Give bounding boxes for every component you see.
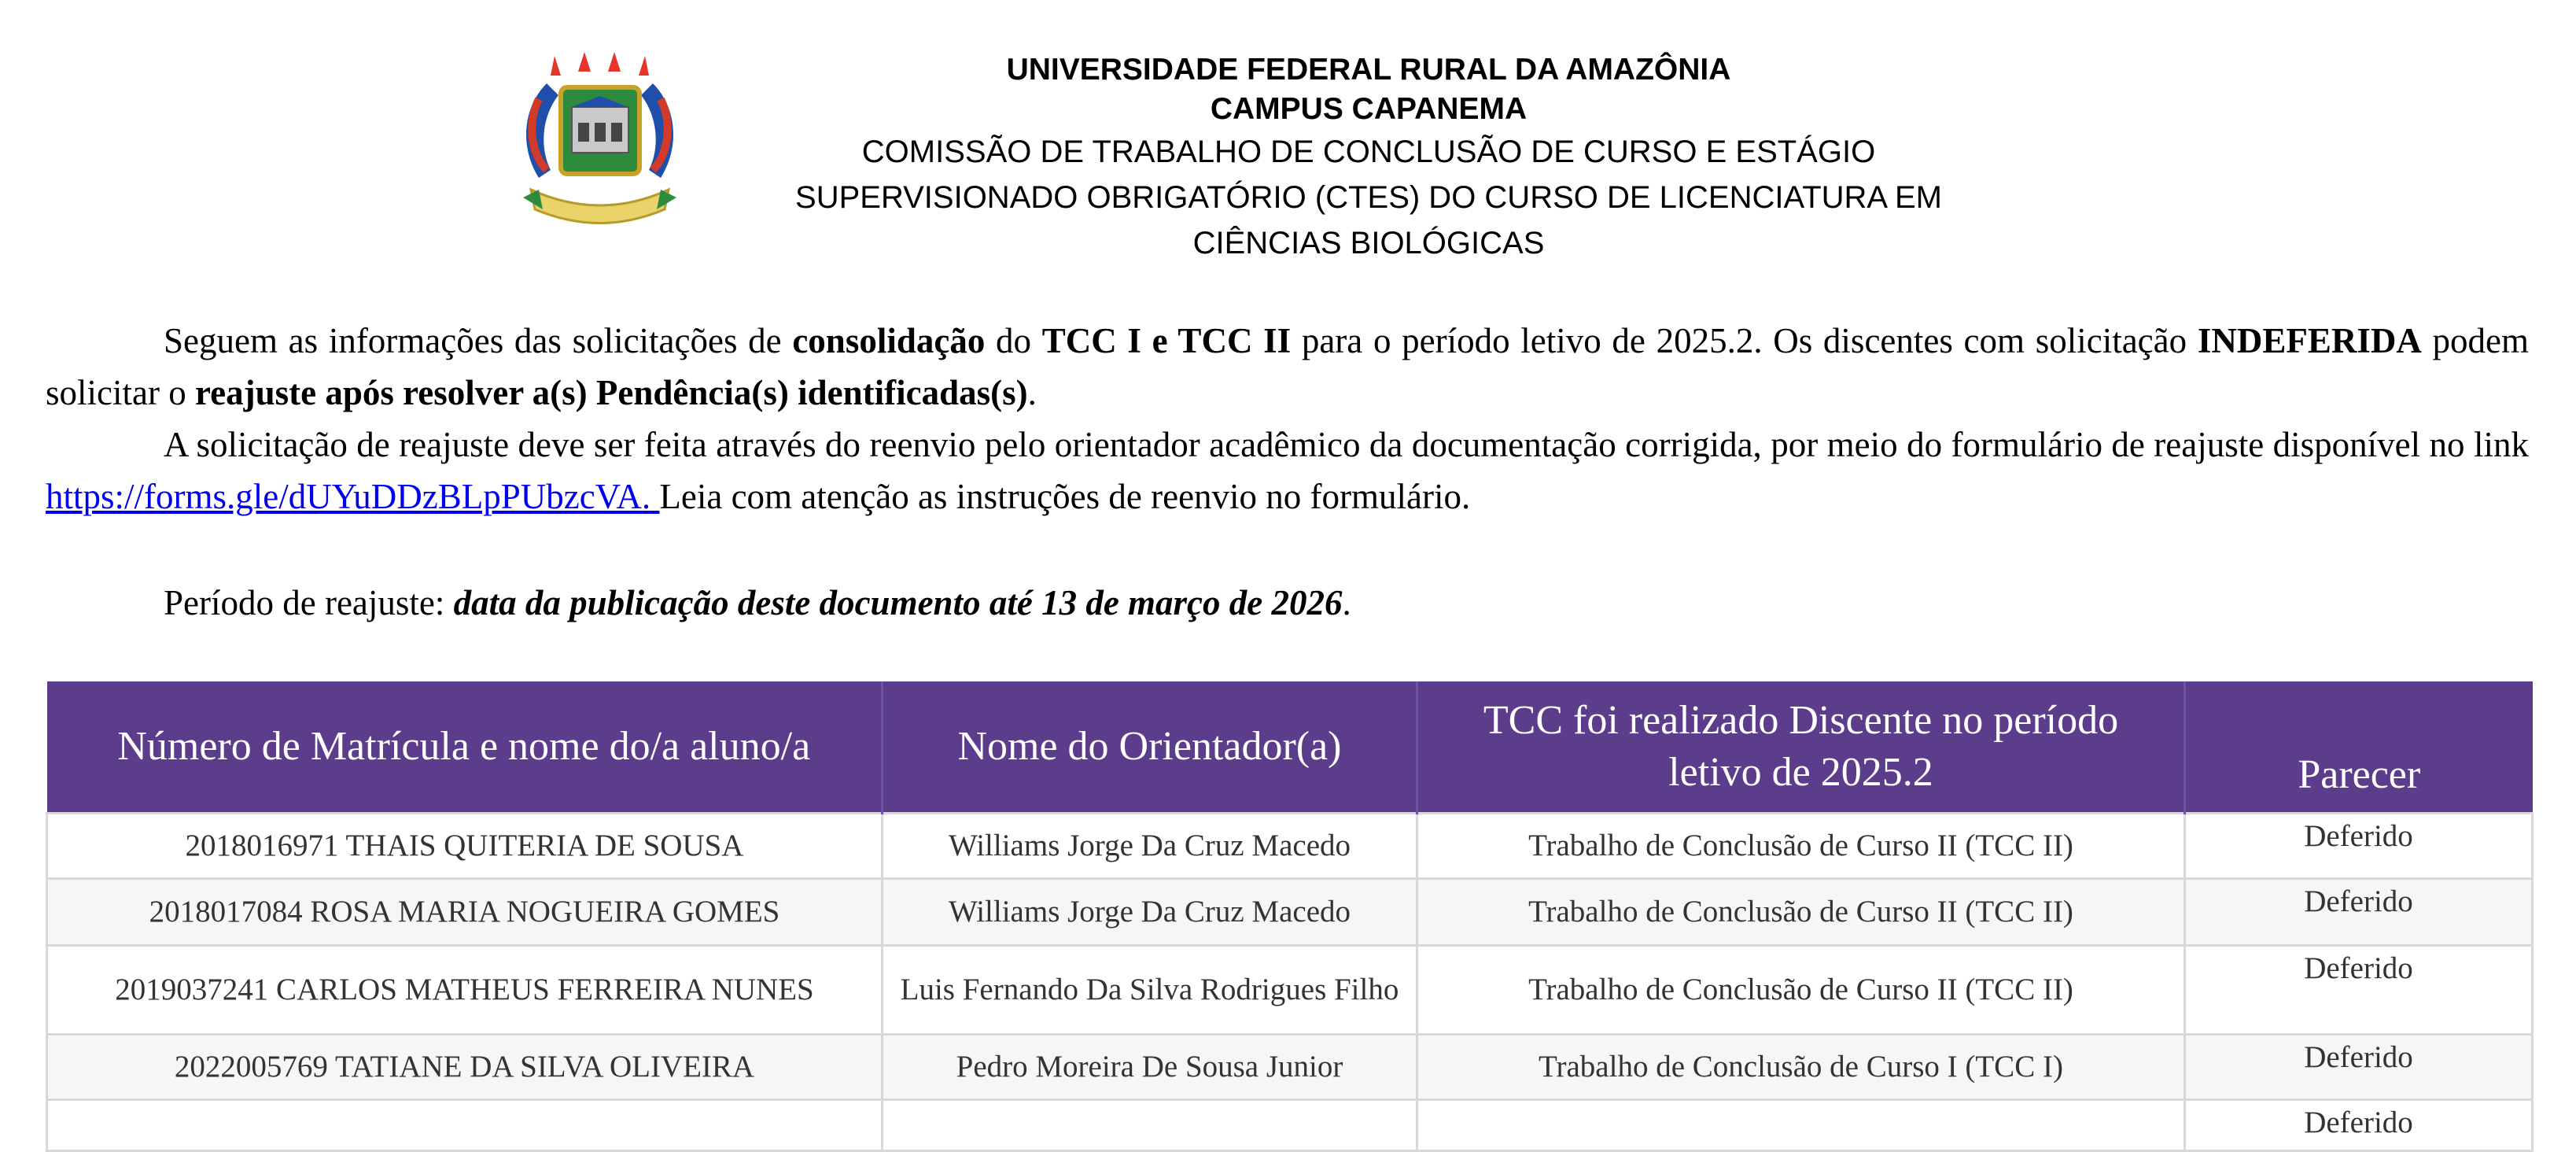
table-row — [47, 1035, 2533, 1100]
cell-tcc — [1417, 1100, 2185, 1151]
p2-text-2: Leia com atenção as instruções de reenvio no formulário. — [659, 477, 1471, 516]
cell-tcc: Trabalho de Conclusão de Curso II (TCC II) — [1417, 814, 2185, 879]
cell-parecer: Deferido — [2185, 1100, 2533, 1151]
results-table-wrapper — [46, 681, 2531, 1152]
header-orientador: Nome do Orientador(a) — [883, 681, 1417, 814]
table-row — [47, 814, 2533, 879]
cell-advisor: Pedro Moreira De Sousa Junior — [883, 1035, 1417, 1100]
header-titles — [692, 50, 2045, 266]
results-table — [46, 681, 2534, 1152]
periodo-paragraph — [46, 577, 2529, 629]
cell-tcc: Trabalho de Conclusão de Curso II (TCC II) — [1417, 946, 2185, 1035]
header-parecer: Parecer — [2185, 681, 2533, 814]
p1-bold-tcc: TCC I e TCC II — [1041, 321, 1292, 360]
header-matricula: Número de Matrícula e nome do/a aluno/a — [47, 681, 883, 814]
table-header-row — [47, 681, 2533, 814]
cell-parecer: Deferido — [2185, 879, 2533, 946]
cell-student: 2019037241 CARLOS MATHEUS FERREIRA NUNES — [47, 946, 883, 1035]
cell-student: 2022005769 TATIANE DA SILVA OLIVEIRA — [47, 1035, 883, 1100]
p1-text-5: . — [1027, 373, 1037, 412]
p1-bold-consolidacao: consolidação — [792, 321, 986, 360]
p1-bold-indeferida: INDEFERIDA — [2197, 321, 2422, 360]
cell-advisor: Luis Fernando Da Silva Rodrigues Filho — [883, 946, 1417, 1035]
header-tcc-periodo: TCC foi realizado Discente no período letivo de 2025.2 — [1417, 681, 2185, 814]
cell-student: 2018016971 THAIS QUITERIA DE SOUSA — [47, 814, 883, 879]
commission-line-3: CIÊNCIAS BIOLÓGICAS — [1192, 226, 1545, 260]
table-row — [47, 1100, 2533, 1151]
intro-paragraph — [46, 315, 2529, 419]
cell-student: 2018017084 ROSA MARIA NOGUEIRA GOMES — [47, 879, 883, 946]
table-row — [47, 946, 2533, 1035]
commission-line-1: COMISSÃO DE TRABALHO DE CONCLUSÃO DE CURSO E ESTÁGIO — [861, 135, 1876, 169]
p3-text-1: Período de reajuste: — [164, 583, 454, 622]
p1-text-3: para o período letivo de 2025.2. Os discentes com solicitação — [1291, 321, 2198, 360]
commission-line-2: SUPERVISIONADO OBRIGATÓRIO (CTES) DO CURSO DE LICENCIATURA EM — [795, 180, 1942, 215]
cell-advisor — [883, 1100, 1417, 1151]
p3-bold-italic-period: data da publicação deste documento até 13 de março de 2026 — [453, 583, 1343, 622]
p1-text-4: podem solicitar o — [46, 321, 2529, 412]
p1-text-2: do — [985, 321, 1042, 360]
table-row — [47, 879, 2533, 946]
forms-link[interactable]: https://forms.gle/dUYuDDzBLpPUbzcVA. — [46, 477, 660, 516]
document-header — [0, 0, 2576, 283]
cell-parecer: Deferido — [2185, 1035, 2533, 1100]
p1-text-1: Seguem as informações das solicitações de — [164, 321, 793, 360]
campus-name: CAMPUS CAPANEMA — [1210, 92, 1528, 126]
university-name: UNIVERSIDADE FEDERAL RURAL DA AMAZÔNIA — [1006, 53, 1731, 87]
p1-bold-reajuste: reajuste após resolver a(s) Pendência(s) identificadas(s) — [194, 373, 1028, 412]
p3-text-2: . — [1342, 583, 1351, 622]
university-coat-of-arms-logo — [515, 52, 684, 229]
cell-student — [47, 1100, 883, 1151]
reajuste-paragraph — [46, 419, 2529, 522]
cell-advisor: Williams Jorge Da Cruz Macedo — [883, 879, 1417, 946]
cell-tcc: Trabalho de Conclusão de Curso I (TCC I) — [1417, 1035, 2185, 1100]
p2-text-1: A solicitação de reajuste deve ser feita através do reenvio pelo orientador acadêmico da documentação corrigida, por meio do formulário de reajuste disponível no link — [164, 425, 2529, 464]
cell-advisor: Williams Jorge Da Cruz Macedo — [883, 814, 1417, 879]
cell-tcc: Trabalho de Conclusão de Curso II (TCC II) — [1417, 879, 2185, 946]
cell-parecer: Deferido — [2185, 946, 2533, 1035]
cell-parecer: Deferido — [2185, 814, 2533, 879]
